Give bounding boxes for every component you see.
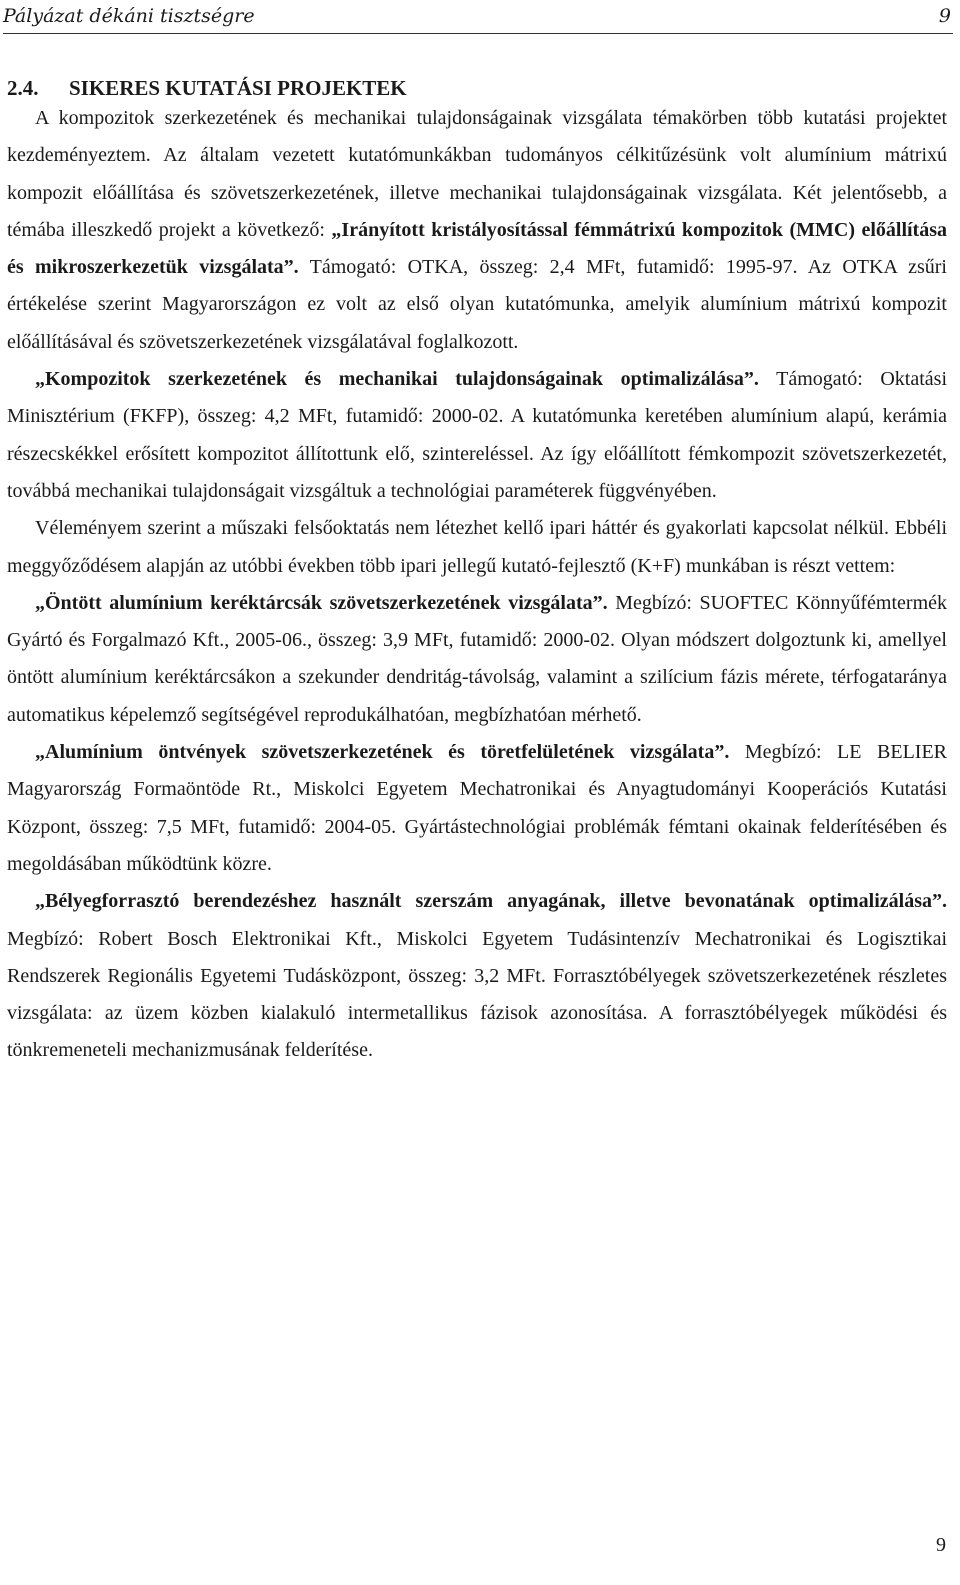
paragraph-5-details: Megbízó: LE BELIER Magyarország Formaöntöde Rt., Miskolci Egyetem Mechatronikai és Anyagtudományi Kooperációs Kutatási Központ, összeg: 7,5 MFt, futamidő: 2004-05. Gyártástechnológiai problémák fémtani okainak felderítésében és megoldásában működtünk közre. (7, 741, 948, 875)
header-title: Pályázat dékáni tisztségre (3, 5, 255, 27)
paragraph-1 (7, 100, 947, 361)
paragraph-5 (7, 734, 947, 883)
document-body (7, 100, 947, 1070)
paragraph-4-details: Megbízó: SUOFTEC Könnyűfémtermék Gyártó és Forgalmazó Kft., 2005-06., összeg: 3,9 MFt, futamidő: 2000-02. Olyan módszert dolgoztunk ki, amellyel öntött alumínium keréktárcsákon a szekunder dendritág-távolság, valamint a szilícium fázis mérete, térfogataránya automatikus képelemző segítségével reprodukálhatóan, megbízhatóan mérhető. (7, 591, 947, 726)
paragraph-1-details: Támogató: OTKA, összeg: 2,4 MFt, futamidő: 1995-97. Az OTKA zsűri értékelése szerint Magyarországon ez volt az első olyan kutatómunka, amelyik alumínium mátrixú kompozit előállításával és szövetszerkezetének vizsgálatával foglalkozott. (7, 256, 947, 353)
page-header (3, 4, 953, 32)
project-5-title: „Bélyegforrasztó berendezéshez használt szerszám anyagának, illetve bevonatának optimalizálása”. (35, 890, 947, 913)
paragraph-4 (7, 585, 947, 734)
section-title: SIKERES KUTATÁSI PROJEKTEK (69, 76, 407, 100)
project-2-title: „Kompozitok szerkezetének és mechanikai tulajdonságainak optimalizálása”. (35, 368, 759, 391)
paragraph-6-details: Megbízó: Robert Bosch Elektronikai Kft., Miskolci Egyetem Tudásintenzív Mechatronikai és Logisztikai Rendszerek Regionális Egyetemi Tudásközpont, összeg: 3,2 MFt. Forrasztóbélyegek szövetszerkezetének részletes vizsgálata: az üzem közben kialakuló intermetallikus fázisok azonosítása. A forrasztóbélyegek működési és tönkremeneteli mechanizmusának felderítése. (7, 927, 947, 1062)
project-1-title: „Irányított kristályosítással fémmátrixú kompozitok (MMC) előállítása és mikroszerkezetük vizsgálata”. (7, 218, 947, 279)
paragraph-3-text: Véleményem szerint a műszaki felsőoktatás nem létezhet kellő ipari háttér és gyakorlati kapcsolat nélkül. Ebbéli meggyőződésem alapján az utóbbi években több ipari jellegű kutató-fejlesztő (K+F) munkában is részt vettem: (7, 517, 947, 577)
paragraph-2 (7, 361, 947, 510)
paragraph-6 (7, 883, 947, 1069)
section-number: 2.4. (7, 76, 39, 100)
paragraph-2-details: Támogató: Oktatási Minisztérium (FKFP), összeg: 4,2 MFt, futamidő: 2000-02. A kutatómunka keretében alumínium alapú, kerámia részecskékkel erősített kompozitot állítottunk elő, szintereléssel. Az így előállított fémkompozit szövetszerkezetét, továbbá mechanikai tulajdonságait vizsgáltuk a technológiai paraméterek függvényében. (7, 368, 947, 502)
section-heading (7, 74, 407, 102)
footer-page-number: 9 (936, 1534, 946, 1556)
project-4-title: „Alumínium öntvények szövetszerkezetének és töretfelületének vizsgálata”. (35, 741, 730, 764)
project-3-title: „Öntött alumínium keréktárcsák szövetszerkezetének vizsgálata”. (35, 591, 608, 614)
paragraph-1-text: A kompozitok szerkezetének és mechanikai tulajdonságainak vizsgálata témakörben több kutatási projektet kezdeményeztem. Az általam vezetett kutatómunkákban tudományos célkitűzésünk volt alumínium mátrixú kompozit előállítása és szövetszerkezetének, illetve mechanikai tulajdonságainak vizsgálata. Két jelentősebb, a témába illeszkedő projekt a következő: (7, 107, 947, 241)
header-rule (3, 33, 953, 34)
header-page-number: 9 (938, 5, 951, 27)
paragraph-3 (7, 510, 947, 585)
